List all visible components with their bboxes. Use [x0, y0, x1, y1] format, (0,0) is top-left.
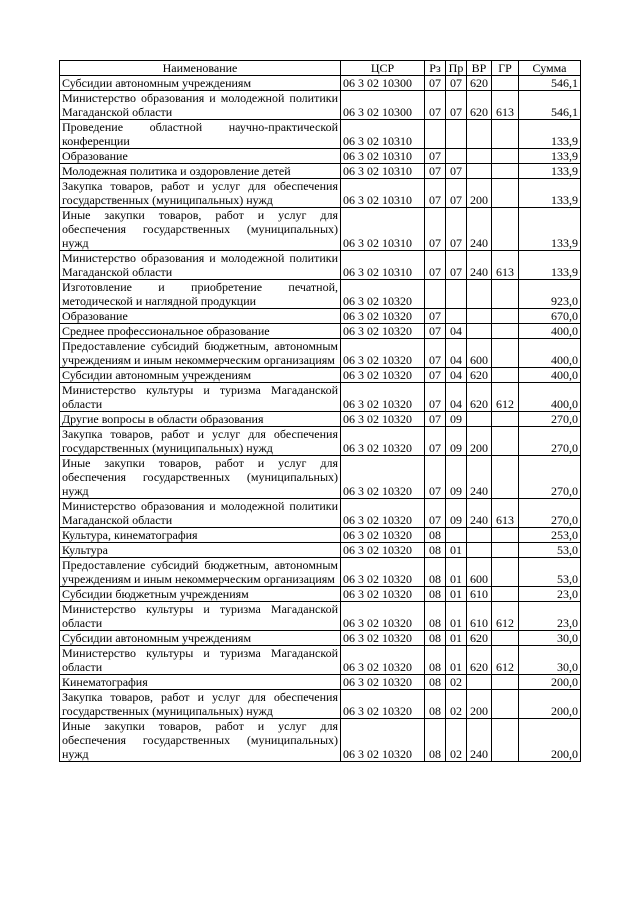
cell-csr: 06 3 02 10320 [341, 427, 425, 456]
cell-rz: 07 [425, 91, 446, 120]
table-row [60, 456, 581, 499]
cell-csr: 06 3 02 10310 [341, 120, 425, 149]
cell-vr [467, 528, 492, 543]
cell-name: Культура [60, 543, 341, 558]
cell-pr: 07 [446, 164, 467, 179]
cell-sum: 400,0 [519, 368, 581, 383]
cell-csr: 06 3 02 10310 [341, 149, 425, 164]
cell-vr: 620 [467, 383, 492, 412]
cell-csr: 06 3 02 10300 [341, 91, 425, 120]
cell-pr [446, 309, 467, 324]
cell-sum: 30,0 [519, 631, 581, 646]
cell-vr: 620 [467, 631, 492, 646]
cell-name: Субсидии автономным учреждениям [60, 631, 341, 646]
cell-csr: 06 3 02 10320 [341, 339, 425, 368]
cell-pr: 07 [446, 179, 467, 208]
cell-rz: 07 [425, 412, 446, 427]
cell-vr: 620 [467, 91, 492, 120]
cell-name: Образование [60, 149, 341, 164]
cell-sum: 133,9 [519, 120, 581, 149]
cell-gr: 613 [492, 499, 519, 528]
cell-sum: 200,0 [519, 675, 581, 690]
cell-rz: 07 [425, 456, 446, 499]
cell-csr: 06 3 02 10320 [341, 602, 425, 631]
cell-vr [467, 309, 492, 324]
table-row [60, 368, 581, 383]
header-csr: ЦСР [341, 61, 425, 76]
cell-pr: 07 [446, 76, 467, 91]
cell-gr [492, 543, 519, 558]
cell-sum: 133,9 [519, 208, 581, 251]
cell-pr: 02 [446, 675, 467, 690]
cell-rz: 07 [425, 324, 446, 339]
cell-rz: 08 [425, 719, 446, 762]
cell-gr [492, 280, 519, 309]
cell-sum: 253,0 [519, 528, 581, 543]
table-row [60, 558, 581, 587]
cell-pr: 07 [446, 91, 467, 120]
cell-pr: 02 [446, 719, 467, 762]
cell-pr: 01 [446, 631, 467, 646]
cell-rz: 07 [425, 339, 446, 368]
cell-pr: 09 [446, 499, 467, 528]
table-row [60, 587, 581, 602]
cell-name: Закупка товаров, работ и услуг для обеспечения государственных (муниципальных) нужд [60, 690, 341, 719]
cell-gr [492, 339, 519, 368]
cell-pr: 01 [446, 558, 467, 587]
cell-csr: 06 3 02 10320 [341, 456, 425, 499]
cell-vr [467, 324, 492, 339]
cell-vr: 200 [467, 179, 492, 208]
table-row [60, 76, 581, 91]
table-row [60, 602, 581, 631]
cell-vr: 200 [467, 427, 492, 456]
cell-csr: 06 3 02 10320 [341, 324, 425, 339]
table-row [60, 164, 581, 179]
cell-gr [492, 528, 519, 543]
cell-csr: 06 3 02 10320 [341, 675, 425, 690]
cell-pr: 07 [446, 251, 467, 280]
cell-gr: 612 [492, 383, 519, 412]
cell-csr: 06 3 02 10320 [341, 280, 425, 309]
cell-pr [446, 149, 467, 164]
cell-name: Другие вопросы в области образования [60, 412, 341, 427]
cell-vr: 200 [467, 690, 492, 719]
cell-gr [492, 427, 519, 456]
cell-vr: 620 [467, 76, 492, 91]
table-row [60, 208, 581, 251]
cell-sum: 270,0 [519, 499, 581, 528]
cell-name: Культура, кинематография [60, 528, 341, 543]
cell-vr: 240 [467, 719, 492, 762]
cell-name: Министерство образования и молодежной политики Магаданской области [60, 251, 341, 280]
cell-name: Субсидии автономным учреждениям [60, 368, 341, 383]
cell-gr [492, 309, 519, 324]
cell-vr [467, 543, 492, 558]
cell-sum: 400,0 [519, 324, 581, 339]
cell-name: Иные закупки товаров, работ и услуг для обеспечения государственных (муниципальных) нужд [60, 456, 341, 499]
cell-vr: 240 [467, 499, 492, 528]
table-row [60, 412, 581, 427]
cell-gr: 613 [492, 251, 519, 280]
cell-gr [492, 675, 519, 690]
cell-gr [492, 690, 519, 719]
table-row [60, 646, 581, 675]
cell-gr [492, 208, 519, 251]
cell-rz: 07 [425, 164, 446, 179]
cell-pr: 02 [446, 690, 467, 719]
cell-pr: 04 [446, 339, 467, 368]
cell-csr: 06 3 02 10320 [341, 528, 425, 543]
cell-name: Образование [60, 309, 341, 324]
table-row [60, 149, 581, 164]
cell-gr: 612 [492, 602, 519, 631]
header-vr: ВР [467, 61, 492, 76]
cell-rz: 07 [425, 309, 446, 324]
cell-pr: 01 [446, 587, 467, 602]
cell-csr: 06 3 02 10320 [341, 719, 425, 762]
cell-csr: 06 3 02 10320 [341, 499, 425, 528]
table-row [60, 91, 581, 120]
cell-gr [492, 631, 519, 646]
cell-sum: 23,0 [519, 587, 581, 602]
cell-sum: 270,0 [519, 412, 581, 427]
cell-name: Субсидии бюджетным учреждениям [60, 587, 341, 602]
cell-csr: 06 3 02 10310 [341, 208, 425, 251]
table-row [60, 339, 581, 368]
table-row [60, 251, 581, 280]
cell-name: Министерство образования и молодежной политики Магаданской области [60, 499, 341, 528]
cell-gr [492, 587, 519, 602]
cell-name: Министерство культуры и туризма Магаданской области [60, 602, 341, 631]
table-row [60, 719, 581, 762]
table-header-row [60, 61, 581, 76]
cell-pr: 09 [446, 412, 467, 427]
cell-csr: 06 3 02 10320 [341, 690, 425, 719]
cell-csr: 06 3 02 10320 [341, 368, 425, 383]
cell-name: Предоставление субсидий бюджетным, автономным учреждениям и иным некоммерческим организациям [60, 558, 341, 587]
header-pr: Пр [446, 61, 467, 76]
cell-gr [492, 179, 519, 208]
cell-pr: 01 [446, 646, 467, 675]
cell-csr: 06 3 02 10320 [341, 646, 425, 675]
cell-vr: 240 [467, 456, 492, 499]
cell-csr: 06 3 02 10320 [341, 309, 425, 324]
cell-sum: 546,1 [519, 76, 581, 91]
cell-csr: 06 3 02 10320 [341, 412, 425, 427]
cell-pr [446, 280, 467, 309]
table-row [60, 675, 581, 690]
table-row [60, 543, 581, 558]
cell-csr: 06 3 02 10320 [341, 543, 425, 558]
cell-name: Министерство культуры и туризма Магаданской области [60, 646, 341, 675]
header-sum: Сумма [519, 61, 581, 76]
cell-gr [492, 76, 519, 91]
cell-csr: 06 3 02 10300 [341, 76, 425, 91]
cell-vr [467, 120, 492, 149]
cell-name: Проведение областной научно-практической конференции [60, 120, 341, 149]
cell-pr: 04 [446, 368, 467, 383]
cell-gr [492, 149, 519, 164]
cell-rz: 08 [425, 690, 446, 719]
cell-sum: 270,0 [519, 427, 581, 456]
cell-vr: 610 [467, 587, 492, 602]
cell-vr [467, 149, 492, 164]
cell-sum: 133,9 [519, 164, 581, 179]
cell-vr: 600 [467, 558, 492, 587]
cell-sum: 670,0 [519, 309, 581, 324]
cell-rz: 07 [425, 427, 446, 456]
cell-gr: 612 [492, 646, 519, 675]
cell-rz [425, 280, 446, 309]
cell-sum: 400,0 [519, 383, 581, 412]
cell-name: Закупка товаров, работ и услуг для обеспечения государственных (муниципальных) нужд [60, 179, 341, 208]
cell-csr: 06 3 02 10320 [341, 631, 425, 646]
cell-name: Министерство культуры и туризма Магаданской области [60, 383, 341, 412]
cell-gr [492, 558, 519, 587]
cell-gr: 613 [492, 91, 519, 120]
cell-pr: 01 [446, 543, 467, 558]
cell-rz: 07 [425, 76, 446, 91]
cell-gr [492, 324, 519, 339]
cell-name: Среднее профессиональное образование [60, 324, 341, 339]
cell-sum: 200,0 [519, 719, 581, 762]
header-name: Наименование [60, 61, 341, 76]
cell-vr [467, 164, 492, 179]
cell-name: Кинематография [60, 675, 341, 690]
cell-vr: 620 [467, 646, 492, 675]
cell-sum: 200,0 [519, 690, 581, 719]
cell-name: Молодежная политика и оздоровление детей [60, 164, 341, 179]
cell-vr: 600 [467, 339, 492, 368]
cell-csr: 06 3 02 10320 [341, 587, 425, 602]
header-gr: ГР [492, 61, 519, 76]
cell-rz: 07 [425, 499, 446, 528]
cell-name: Закупка товаров, работ и услуг для обеспечения государственных (муниципальных) нужд [60, 427, 341, 456]
cell-gr [492, 164, 519, 179]
cell-pr: 07 [446, 208, 467, 251]
table-row [60, 499, 581, 528]
table-row [60, 280, 581, 309]
cell-csr: 06 3 02 10320 [341, 558, 425, 587]
cell-sum: 23,0 [519, 602, 581, 631]
budget-table [59, 60, 581, 762]
cell-name: Министерство образования и молодежной политики Магаданской области [60, 91, 341, 120]
cell-pr: 04 [446, 324, 467, 339]
cell-vr: 240 [467, 208, 492, 251]
cell-vr: 610 [467, 602, 492, 631]
cell-rz: 08 [425, 543, 446, 558]
cell-name: Субсидии автономным учреждениям [60, 76, 341, 91]
table-row [60, 690, 581, 719]
cell-sum: 53,0 [519, 558, 581, 587]
cell-pr: 09 [446, 427, 467, 456]
cell-csr: 06 3 02 10310 [341, 164, 425, 179]
cell-sum: 400,0 [519, 339, 581, 368]
cell-csr: 06 3 02 10320 [341, 383, 425, 412]
cell-csr: 06 3 02 10310 [341, 179, 425, 208]
table-row [60, 383, 581, 412]
cell-rz: 08 [425, 528, 446, 543]
cell-vr [467, 280, 492, 309]
cell-vr: 240 [467, 251, 492, 280]
cell-rz: 07 [425, 179, 446, 208]
cell-rz [425, 120, 446, 149]
cell-vr: 620 [467, 368, 492, 383]
cell-rz: 08 [425, 675, 446, 690]
table-row [60, 324, 581, 339]
cell-name: Изготовление и приобретение печатной, методической и наглядной продукции [60, 280, 341, 309]
cell-rz: 08 [425, 602, 446, 631]
table-row [60, 427, 581, 456]
cell-rz: 07 [425, 251, 446, 280]
cell-rz: 08 [425, 558, 446, 587]
cell-sum: 546,1 [519, 91, 581, 120]
cell-gr [492, 412, 519, 427]
table-row [60, 528, 581, 543]
cell-pr: 09 [446, 456, 467, 499]
table-row [60, 309, 581, 324]
cell-gr [492, 719, 519, 762]
cell-csr: 06 3 02 10310 [341, 251, 425, 280]
cell-rz: 08 [425, 587, 446, 602]
table-row [60, 179, 581, 208]
cell-rz: 08 [425, 646, 446, 675]
cell-pr [446, 528, 467, 543]
cell-sum: 30,0 [519, 646, 581, 675]
cell-gr [492, 120, 519, 149]
cell-sum: 133,9 [519, 149, 581, 164]
cell-sum: 133,9 [519, 251, 581, 280]
cell-sum: 53,0 [519, 543, 581, 558]
cell-rz: 07 [425, 368, 446, 383]
cell-vr [467, 412, 492, 427]
cell-pr: 01 [446, 602, 467, 631]
cell-sum: 270,0 [519, 456, 581, 499]
header-rz: Рз [425, 61, 446, 76]
table-row [60, 631, 581, 646]
cell-pr [446, 120, 467, 149]
cell-pr: 04 [446, 383, 467, 412]
cell-rz: 08 [425, 631, 446, 646]
cell-sum: 133,9 [519, 179, 581, 208]
cell-name: Предоставление субсидий бюджетным, автономным учреждениям и иным некоммерческим организациям [60, 339, 341, 368]
cell-gr [492, 368, 519, 383]
cell-gr [492, 456, 519, 499]
cell-rz: 07 [425, 383, 446, 412]
table-row [60, 120, 581, 149]
cell-name: Иные закупки товаров, работ и услуг для обеспечения государственных (муниципальных) нужд [60, 719, 341, 762]
cell-vr [467, 675, 492, 690]
cell-name: Иные закупки товаров, работ и услуг для обеспечения государственных (муниципальных) нужд [60, 208, 341, 251]
cell-rz: 07 [425, 149, 446, 164]
table-body [60, 76, 581, 762]
cell-rz: 07 [425, 208, 446, 251]
cell-sum: 923,0 [519, 280, 581, 309]
